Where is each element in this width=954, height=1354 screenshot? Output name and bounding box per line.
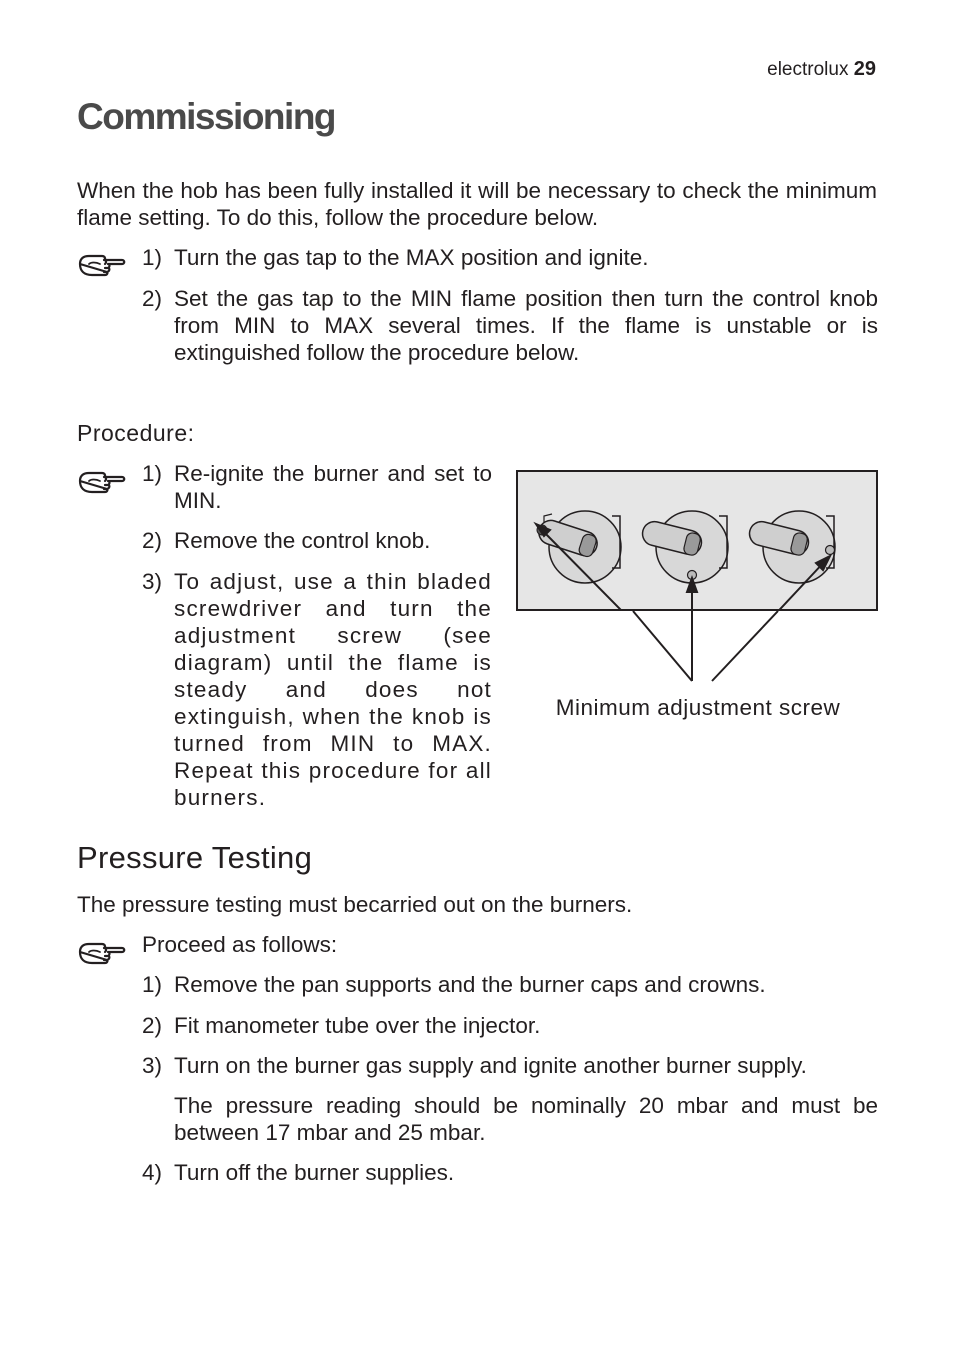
step-text: To adjust, use a thin bladed screwdriver and turn the adjustment screw (see diagram) until the flame is steady and does not extinguish, when the knob is turned from MIN to MAX. Repeat this procedure for all burners.: [174, 569, 492, 810]
list-item: [142, 971, 878, 1001]
step-number: 2): [142, 1013, 163, 1038]
pointer-arrow-tails: [516, 611, 878, 686]
page-header: [767, 58, 876, 81]
step-text: Turn on the burner gas supply and ignite another burner supply.: [174, 1053, 807, 1078]
step-text: Remove the pan supports and the burner caps and crowns.: [174, 972, 766, 997]
step-text: Remove the control knob.: [174, 528, 431, 553]
step-text: Turn off the burner supplies.: [174, 1160, 455, 1185]
list-item: [142, 460, 492, 516]
step-text: Fit manometer tube over the injector.: [174, 1013, 541, 1038]
list-item: [142, 244, 878, 274]
step-number: 3): [142, 1053, 163, 1078]
pressure-intro: The pressure testing must becarried out on the burners.: [77, 892, 633, 917]
pointing-hand-icon: [78, 939, 126, 965]
list-item: [142, 1052, 878, 1082]
pressure-lead: Proceed as follows:: [142, 932, 338, 957]
diagram-caption: Minimum adjustment screw: [555, 695, 841, 720]
step-number: 1): [142, 972, 163, 997]
commissioning-intro: When the hob has been fully installed it will be necessary to check the minimum flame setting. To do this, follow the procedure below.: [77, 178, 877, 230]
section-title-commissioning: Commissioning: [77, 96, 336, 137]
step-text: Set the gas tap to the MIN flame position then turn the control knob from MIN to MAX several times. If the flame is unstable or is extinguished follow the procedure below.: [174, 286, 878, 365]
pointing-hand-icon: [78, 251, 126, 277]
burner-knob-diagram: [516, 470, 878, 611]
step-text: The pressure reading should be nominally 20 mbar and must be between 17 mbar and 25 mbar.: [174, 1093, 878, 1145]
step-number: 3): [142, 569, 163, 594]
list-item: [142, 1159, 878, 1189]
list-item: [142, 568, 492, 818]
list-item: [142, 527, 492, 557]
step-number: 4): [142, 1160, 163, 1185]
step-number: 1): [142, 461, 163, 486]
list-item: [142, 285, 878, 369]
step-text: Turn the gas tap to the MAX position and ignite.: [174, 245, 649, 270]
list-item: [142, 1092, 878, 1148]
step-number: 2): [142, 528, 163, 553]
list-item: [142, 1012, 878, 1042]
step-number: 1): [142, 245, 163, 270]
step-number: 2): [142, 286, 163, 311]
step-text: Re-ignite the burner and set to MIN.: [174, 461, 492, 513]
procedure-heading: Procedure:: [77, 420, 195, 446]
section-title-pressure-testing: Pressure Testing: [77, 840, 313, 875]
brand-name: electrolux: [767, 59, 849, 80]
page-number: 29: [853, 58, 876, 80]
pointing-hand-icon: [78, 468, 126, 494]
